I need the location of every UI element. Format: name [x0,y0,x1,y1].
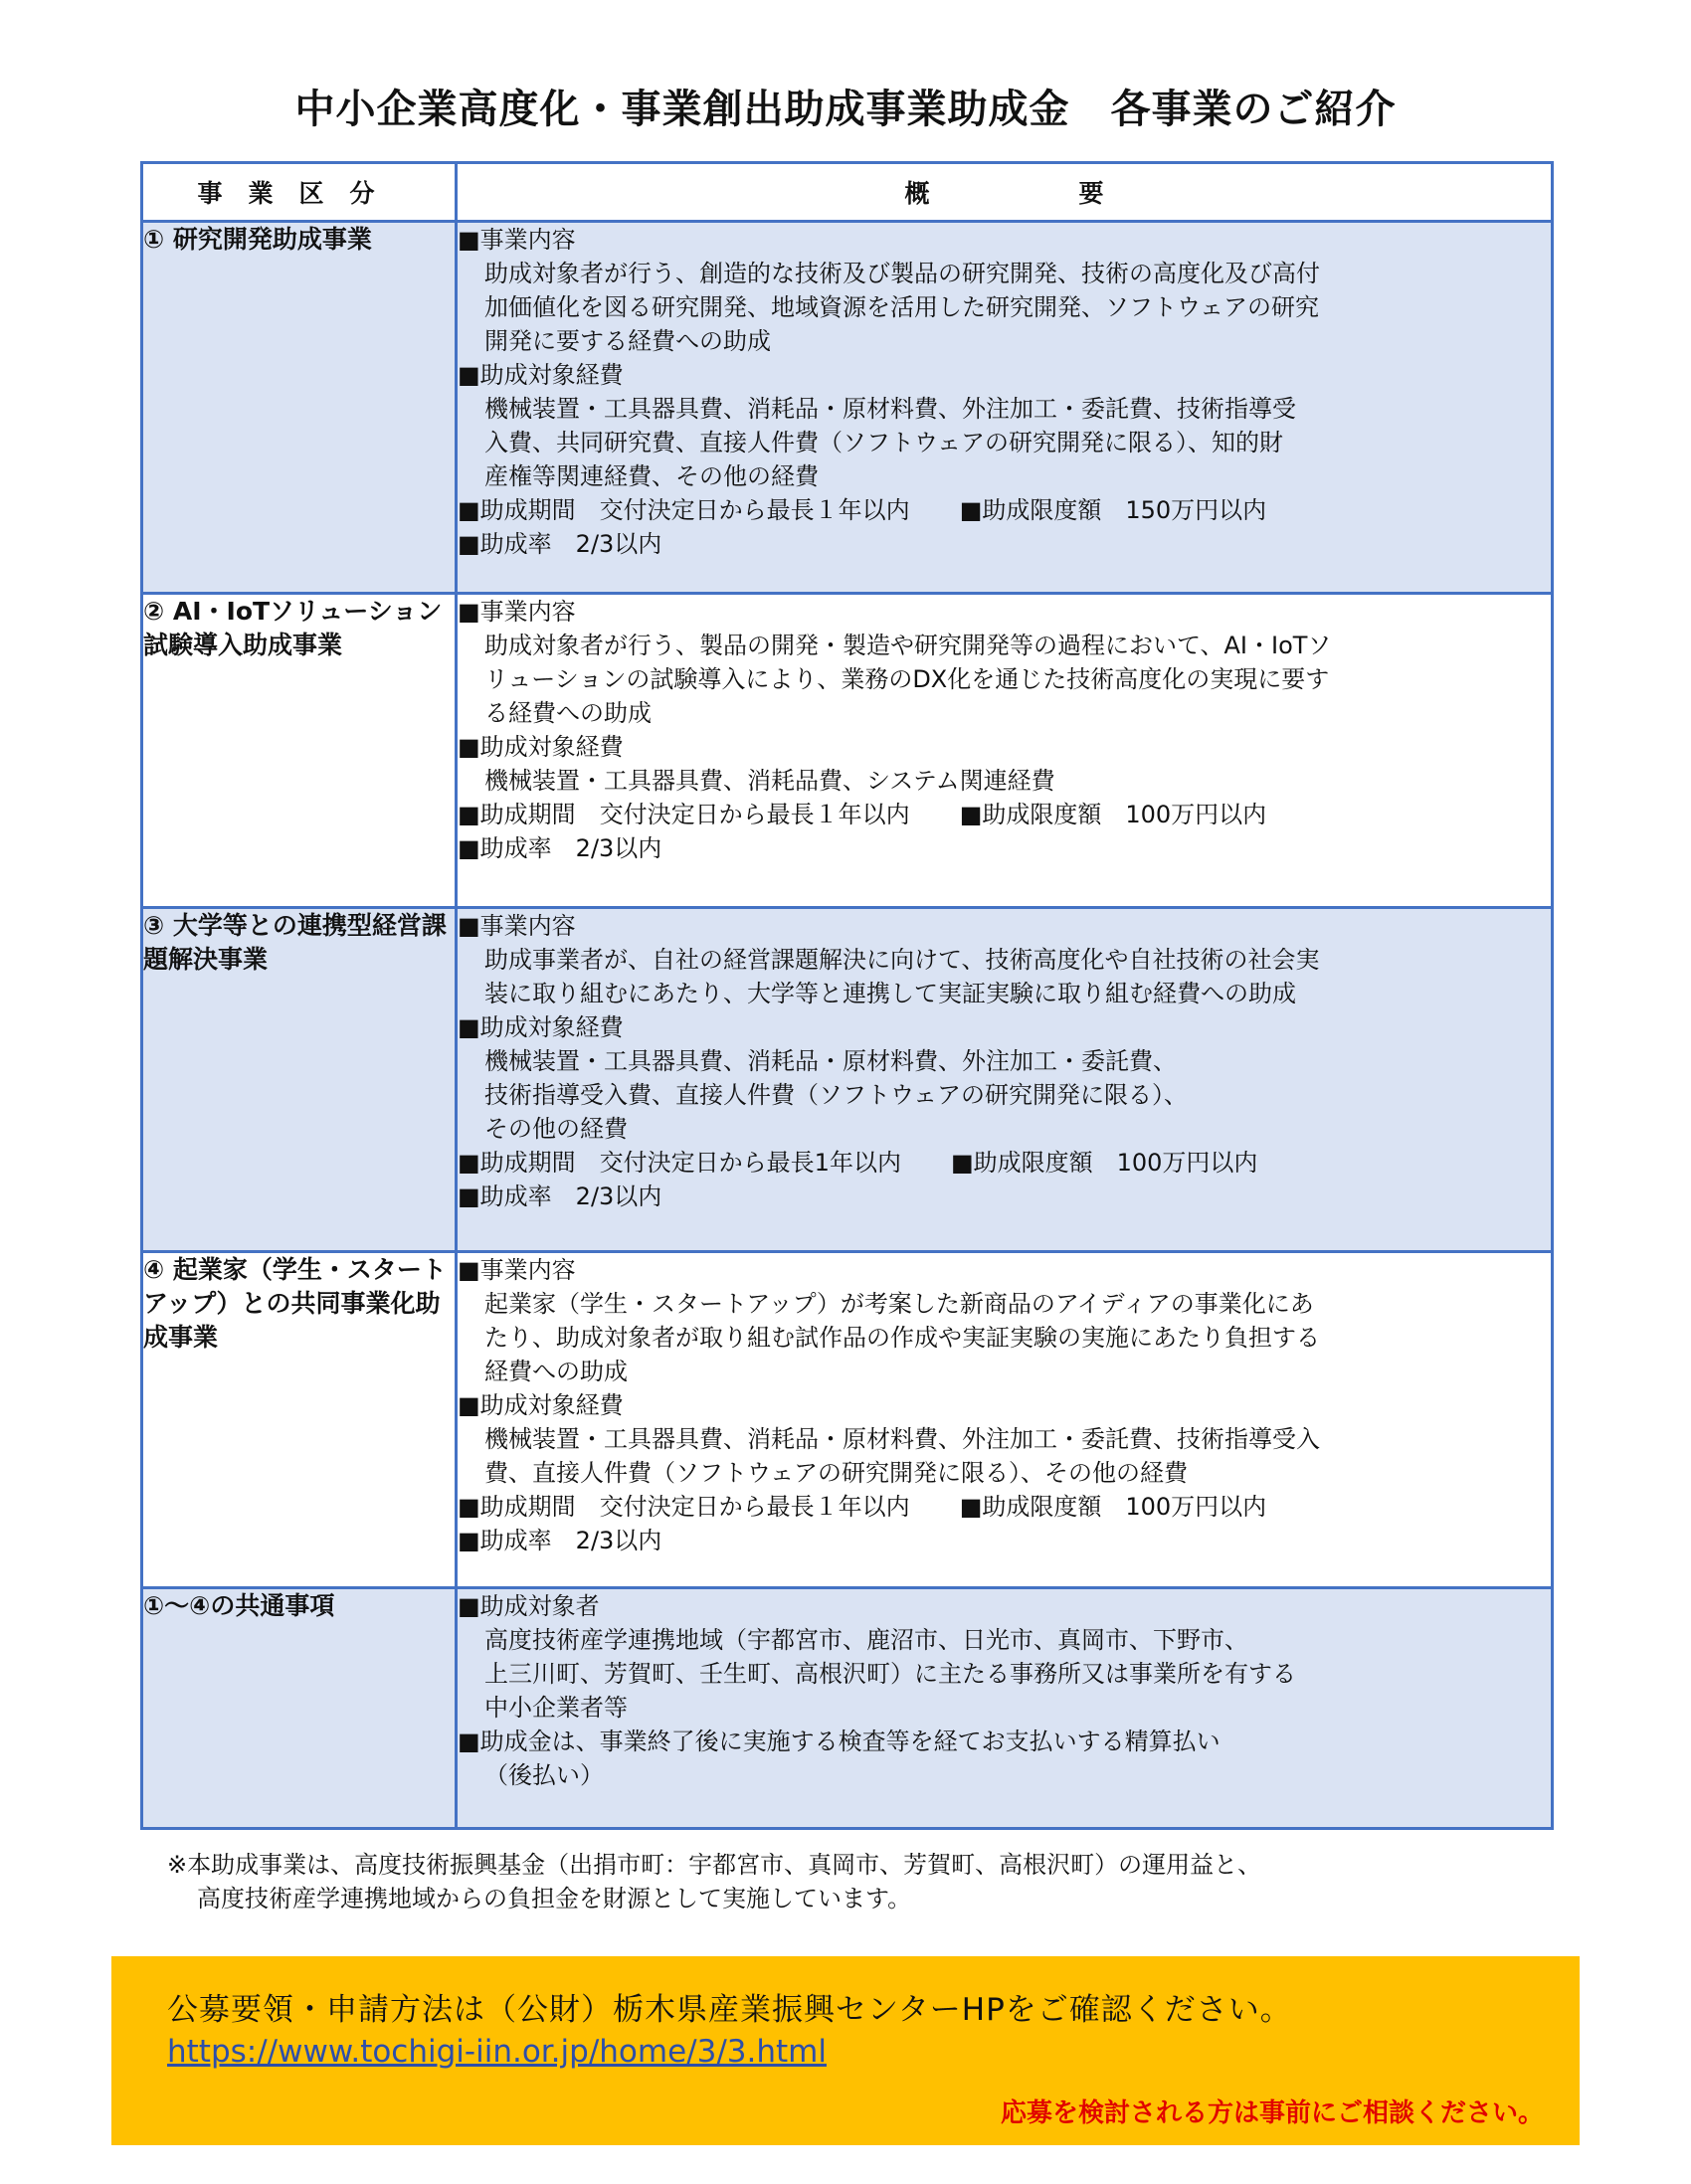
table-row [142,908,1553,1252]
note-line-1: ※本助成事業は、高度技術振興基金（出捐市町：宇都宮市、真岡市、芳賀町、高根沢町）の運用益と、 [167,1851,1262,1879]
overview-line: 助成対象者が行う、製品の開発・製造や研究開発等の過程において、AI・IoTソ [484,632,1332,659]
banner-text: 公募要領・申請方法は（公財）栃木県産業振興センターHPをご確認ください。 [167,1992,1292,2028]
overview-line: 機械装置・工具器具費、消耗品・原材料費、外注加工・委託費、技術指導受 [484,395,1296,423]
overview-line [458,1146,1551,1180]
limit-text: ■助成限度額 100万円以内 [959,801,1267,828]
period-text: ■助成期間 交付決定日から最長１年以内 [458,801,910,828]
page-title: 中小企業高度化・事業創出助成事業助成金 各事業のご紹介 [294,87,1397,132]
funding-note [167,1848,1560,1915]
header-overview [457,163,1553,222]
contact-banner [111,1956,1580,2145]
overview-line: ■助成率 2/3以内 [458,1527,662,1554]
program-overview [457,1252,1553,1588]
overview-line: 機械装置・工具器具費、消耗品・原材料費、外注加工・委託費、技術指導受入 [484,1425,1320,1453]
overview-line: 中小企業者等 [484,1694,628,1722]
program-category: ③ 大学等との連携型経営課題解決事業 [142,908,457,1252]
overview-line [458,1490,1551,1524]
overview-line: ■事業内容 [458,598,576,626]
program-category: ① 研究開発助成事業 [142,222,457,594]
overview-line: 機械装置・工具器具費、消耗品・原材料費、外注加工・委託費、 [484,1047,1177,1075]
overview-line [458,493,1551,527]
overview-line: ■助成金は、事業終了後に実施する検査等を経てお支払いする精算払い [458,1728,1221,1755]
overview-line: 技術指導受入費、直接人件費（ソフトウェアの研究開発に限る）、 [484,1081,1189,1109]
overview-line: ■助成率 2/3以内 [458,530,662,558]
program-category: ①～④の共通事項 [142,1588,457,1829]
header-overview-a: 概 [904,179,930,208]
table-row [142,594,1553,908]
overview-line: たり、助成対象者が取り組む試作品の作成や実証実験の実施にあたり負担する [484,1324,1320,1352]
overview-line: 費、直接人件費（ソフトウェアの研究開発に限る）、その他の経費 [484,1459,1189,1487]
overview-line: 上三川町、芳賀町、壬生町、高根沢町）に主たる事務所又は事業所を有する [484,1660,1296,1688]
program-overview [457,222,1553,594]
overview-line: ■助成率 2/3以内 [458,1183,662,1210]
banner-link[interactable]: https://www.tochigi-iin.or.jp/home/3/3.html [167,2034,827,2070]
table-row [142,1252,1553,1588]
overview-line: 起業家（学生・スタートアップ）が考案した新商品のアイディアの事業化にあ [484,1290,1314,1318]
program-overview [457,1588,1553,1829]
period-text: ■助成期間 交付決定日から最長１年以内 [458,1493,910,1521]
header-category: 事業区分 [142,163,457,222]
overview-line: ■助成対象者 [458,1592,600,1620]
overview-line: 装に取り組むにあたり、大学等と連携して実証実験に取り組む経費への助成 [484,980,1296,1007]
overview-line: ■助成対象経費 [458,1013,624,1041]
table-row [142,222,1553,594]
overview-line: 機械装置・工具器具費、消耗品費、システム関連経費 [484,767,1055,795]
overview-line: ■事業内容 [458,1256,576,1284]
table-header-row [142,163,1553,222]
period-text: ■助成期間 交付決定日から最長1年以内 [458,1149,901,1177]
limit-text: ■助成限度額 100万円以内 [959,1493,1267,1521]
overview-line: ■助成対象経費 [458,1391,624,1419]
program-category: ④ 起業家（学生・スタートアップ）との共同事業化助成事業 [142,1252,457,1588]
overview-line: リューションの試験導入により、業務のDX化を通じた技術高度化の実現に要す [484,665,1330,693]
program-overview [457,908,1553,1252]
program-table [140,161,1554,1830]
program-category: ② AI・IoTソリューション試験導入助成事業 [142,594,457,908]
overview-line: 開発に要する経費への助成 [484,327,771,355]
overview-line: ■助成率 2/3以内 [458,834,662,862]
limit-text: ■助成限度額 100万円以内 [950,1149,1258,1177]
overview-line: 助成対象者が行う、創造的な技術及び製品の研究開発、技術の高度化及び高付 [484,260,1320,287]
overview-line: その他の経費 [484,1115,628,1143]
overview-line: 入費、共同研究費、直接人件費（ソフトウェアの研究開発に限る）、知的財 [484,429,1284,456]
overview-line: ■助成対象経費 [458,733,624,761]
note-line-2: 高度技術産学連携地域からの負担金を財源として実施しています。 [197,1885,912,1912]
overview-line: 産権等関連経費、その他の経費 [484,462,819,490]
overview-line: ■助成対象経費 [458,361,624,389]
overview-line: る経費への助成 [484,699,652,727]
period-text: ■助成期間 交付決定日から最長１年以内 [458,496,910,524]
overview-line: ■事業内容 [458,226,576,254]
overview-line: （後払い） [484,1761,604,1789]
overview-line: 加価値化を図る研究開発、地域資源を活用した研究開発、ソフトウェアの研究 [484,293,1320,321]
overview-line [458,798,1551,831]
header-overview-b: 要 [1078,179,1104,208]
overview-line: 経費への助成 [484,1358,628,1385]
program-overview [457,594,1553,908]
table-row [142,1588,1553,1829]
consultation-notice: 応募を検討される方は事前にご相談ください。 [1000,2098,1544,2128]
overview-line: 高度技術産学連携地域（宇都宮市、鹿沼市、日光市、真岡市、下野市、 [484,1626,1248,1654]
overview-line: ■事業内容 [458,912,576,940]
overview-line: 助成事業者が、自社の経営課題解決に向けて、技術高度化や自社技術の社会実 [484,946,1320,974]
limit-text: ■助成限度額 150万円以内 [959,496,1267,524]
